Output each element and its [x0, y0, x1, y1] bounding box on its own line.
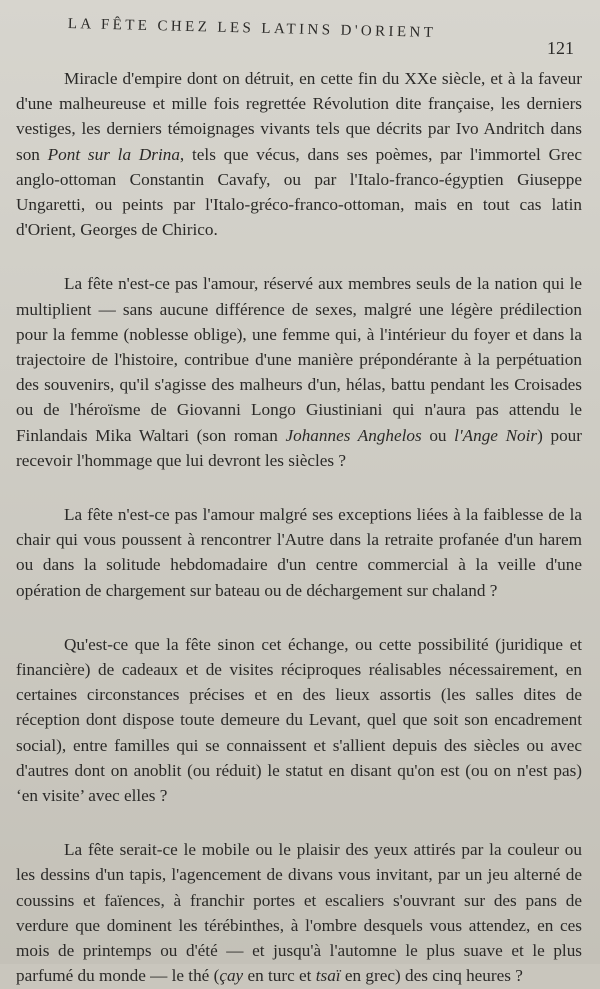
text-segment: Miracle d'empire dont on détruit, en cette fin du XXe siècle, et à la faveur d'une malheureuse et mille fois regrettée Révolution dite française, les derniers vestiges, les derniers témoignages vivants tels que décrits par Ivo Andritch dans son — [16, 69, 582, 164]
page-number: 121 — [547, 38, 574, 58]
text-segment: , tels que vécus, dans ses poèmes, par l'immortel Grec anglo-ottoman Constantin Cavafy, ou par l'Italo-franco-égyptien Giuseppe Ungaretti, ou peints par l'Italo-gréco-franco-ottoman, mais en tout cas latin d'Orient, Georges de Chirico. — [16, 144, 582, 240]
text-segment-italic: çay — [219, 966, 244, 986]
paragraph — [16, 502, 582, 603]
running-head-title: LA FÊTE CHEZ LES LATINS D'ORIENT — [67, 16, 437, 42]
text-segment: Qu'est-ce que la fête sinon cet échange, ou cette possibilité (juridique et financière) de cadeaux et de visites réciproques réalisables nécessairement, en certaines circonstances précises et en des lieux assortis (les salles dites de réception dont dispose toute demeure du Levant, quel que soit son encadrement social), entre familles qui se connaissent et s'allient depuis des siècles ou avec d'autres dont on anoblit (ou réduit) le statut en disant qu'on est (ou on n'est pas) ‘en visite’ avec elles ? — [16, 634, 582, 806]
text-segment-italic: tsaï — [315, 966, 341, 986]
text-segment: La fête n'est-ce pas l'amour, réservé aux membres seuls de la nation qui le multiplient — sans aucune différence de sexes, malgré une légère prédilection pour la femme (noblesse oblige), une femme qui, à l'intérieur du foyer et dans la trajectoire de l'histoire, contribue d'une manière prépondérante à la perpétuation des souvenirs, qu'il s'agisse des malheurs d'un, hélas, battu pendant les Croisades ou de l'héroïsme de Giovanni Longo Giustiniani qui n'aura pas attendu le Finlandais Mika Waltari (son roman — [16, 274, 582, 445]
text-segment: La fête n'est-ce pas l'amour malgré ses exceptions liées à la faiblesse de la chair qui vous poussent à rencontrer l'Autre dans la retraite profanée d'un harem ou dans la solitude hebdomadaire d'un centre commercial à la veille d'une opération de chargement sur bateau ou de déchargement sur chaland ? — [16, 505, 582, 600]
text-segment: ou — [421, 425, 455, 445]
text-segment-italic: l'Ange Noir — [454, 425, 538, 445]
paragraph — [16, 271, 582, 473]
text-segment: La fête serait-ce le mobile ou le plaisir des yeux attirés par la couleur ou les dessins d'un tapis, l'agencement de divans vous invitant, par un jeu alterné de coussins et faïences, à franchir portes et escaliers s'ouvrant sur des pans de verdure que dominent les térébinthes, à l'ombre desquels vous attendez, en ces mois de printemps ou d'été — et jusqu'à l'automne le plus suave et le plus parfumé du monde — le thé ( — [16, 840, 582, 986]
running-head — [67, 10, 582, 58]
text-segment: ) pour recevoir l'hommage que lui devront les siècles ? — [16, 425, 582, 470]
paragraph — [16, 632, 582, 808]
paragraph — [16, 66, 582, 242]
text-segment: en turc et — [243, 966, 316, 986]
text-segment: en grec) des cinq heures ? — [340, 966, 523, 986]
text-segment-italic: Pont sur la Drina — [47, 144, 180, 164]
paragraph — [16, 837, 582, 988]
text-segment-italic: Johannes Anghelos — [285, 425, 422, 445]
body-text — [16, 66, 582, 989]
